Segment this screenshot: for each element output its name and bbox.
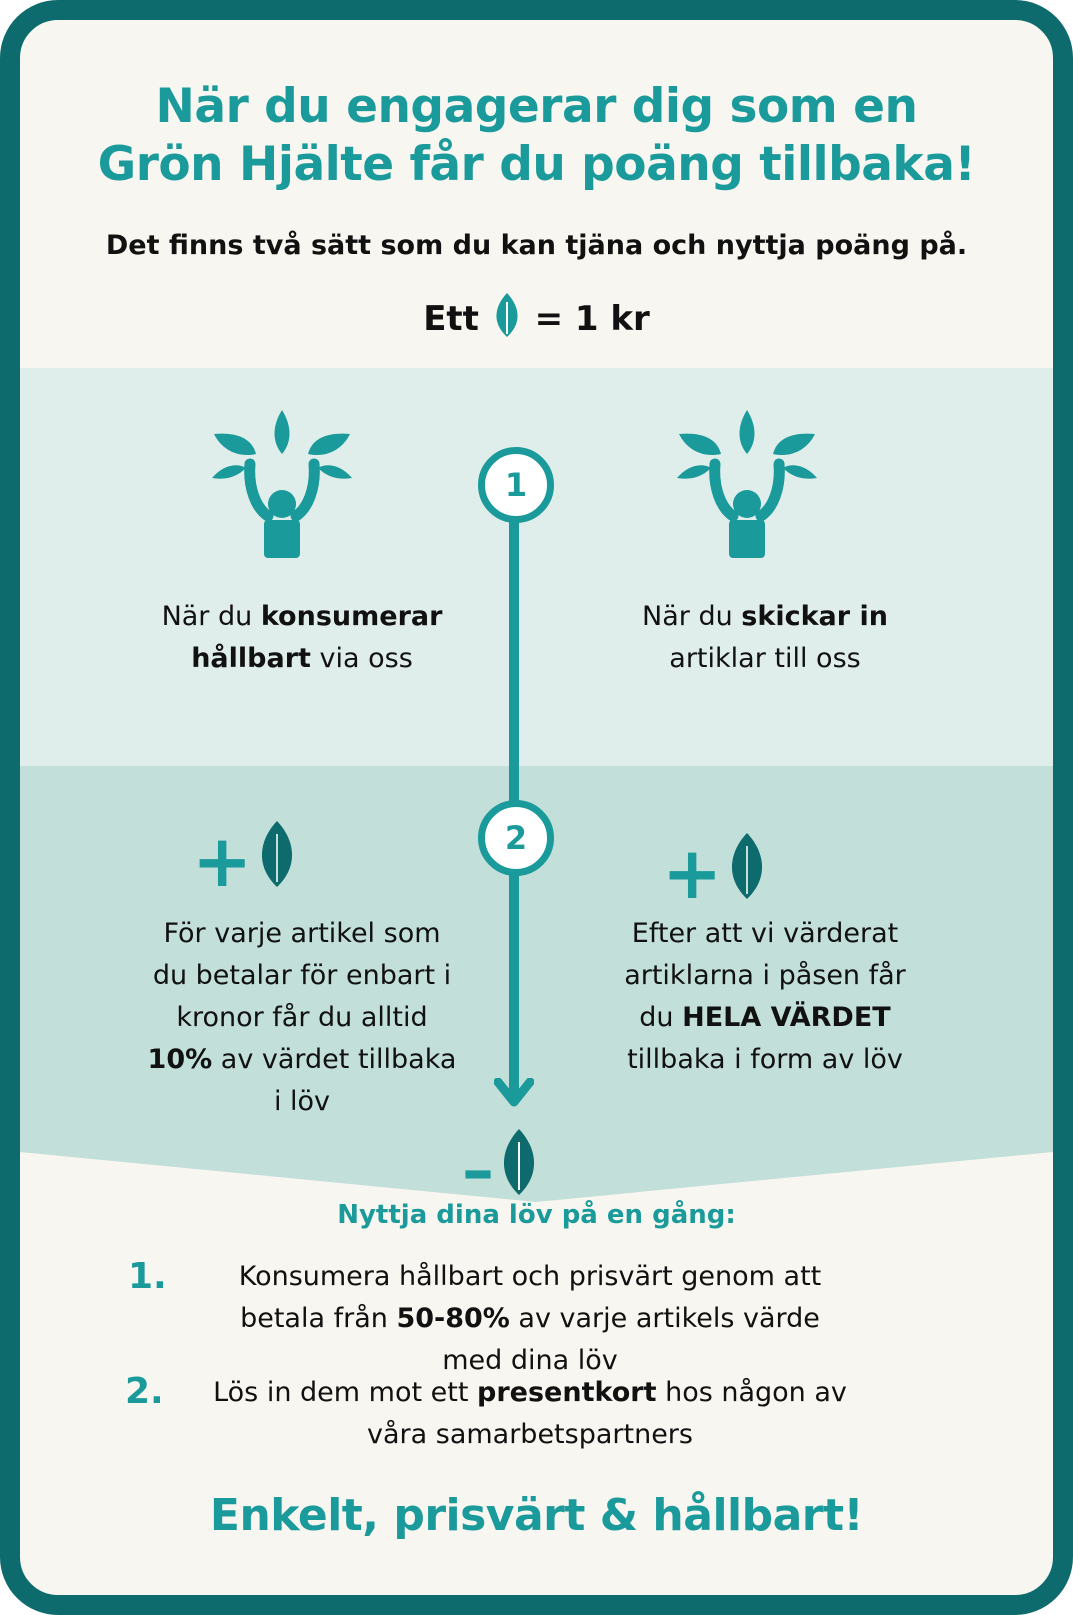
list-number: 2. (125, 1371, 164, 1412)
list-item-post: av varje artikels värde (509, 1303, 820, 1334)
reward-right-line: Efter att vi värderat (631, 918, 899, 949)
step-two-badge: 2 (478, 800, 554, 876)
earn-right-bold: skickar in (741, 601, 888, 632)
reward-left-line (102, 1039, 502, 1081)
minus-icon: – (462, 1134, 494, 1208)
reward-left-line-rest: av värdet tillbaka (212, 1044, 457, 1075)
plus-icon: + (662, 831, 723, 915)
list-item-pre: Lös in dem mot ett (213, 1377, 478, 1408)
reward-right-pre: du (639, 1002, 683, 1033)
use-heading: Nyttja dina löv på en gång: (337, 1200, 736, 1230)
list-item-line: med dina löv (442, 1345, 618, 1376)
list-item (170, 1256, 890, 1382)
leaf-icon (257, 820, 297, 888)
rate-suffix: = 1 kr (534, 299, 650, 339)
list-item-pre: betala från (240, 1303, 397, 1334)
earn-left-bold-1: konsumerar (260, 601, 443, 632)
reward-right-text (575, 913, 955, 1081)
reward-left-line: i löv (273, 1086, 331, 1117)
list-item-line (170, 1372, 890, 1414)
plus-leaf-right (662, 831, 767, 915)
subtitle: Det finns två sätt som du kan tjäna och nyttja poäng på. (105, 230, 968, 261)
earn-right-text (575, 596, 955, 680)
leaf-icon (493, 292, 521, 338)
reward-left-line: du betalar för enbart i (152, 960, 452, 991)
reward-left-text (102, 913, 502, 1123)
earn-right-pre: När du (642, 601, 742, 632)
rate-prefix: Ett (423, 299, 479, 339)
list-item-post: hos någon av (656, 1377, 847, 1408)
reward-right-bold: HELA VÄRDET (682, 1002, 891, 1033)
list-item-bold: presentkort (477, 1377, 657, 1408)
list-item-line: våra samarbetspartners (367, 1419, 693, 1450)
page-title (20, 78, 1053, 194)
green-hero-icon (677, 408, 817, 558)
earn-left-text (112, 596, 492, 680)
footer-slogan: Enkelt, prisvärt & hållbart! (209, 1490, 864, 1541)
title-line-1: När du engagerar dig som en (155, 79, 918, 134)
reward-left-line: För varje artikel som (163, 918, 441, 949)
title-line-2: Grön Hjälte får du poäng tillbaka! (97, 137, 976, 192)
reward-left-line: kronor får du alltid (176, 1002, 428, 1033)
plus-icon: + (192, 819, 253, 903)
reward-right-line: artiklarna i påsen får (624, 960, 906, 991)
green-hero-icon (212, 408, 352, 558)
minus-leaf (462, 1128, 539, 1208)
list-item-line: Konsumera hållbart och prisvärt genom att (238, 1261, 822, 1292)
list-number: 1. (128, 1256, 167, 1297)
list-item-bold: 50-80% (396, 1303, 510, 1334)
list-item (170, 1372, 890, 1456)
earn-right-post: artiklar till oss (669, 643, 861, 674)
leaf-icon (727, 832, 767, 900)
earn-left-post: via oss (310, 643, 413, 674)
list-item-line (170, 1298, 890, 1340)
step-one-badge: 1 (478, 447, 554, 523)
plus-leaf-left (192, 819, 297, 903)
rate-line (20, 292, 1053, 339)
earn-left-bold-2: hållbart (191, 643, 311, 674)
earn-left-pre: När du (161, 601, 261, 632)
reward-right-line: tillbaka i form av löv (627, 1044, 903, 1075)
leaf-icon (499, 1128, 539, 1196)
reward-left-bold: 10% (147, 1044, 213, 1075)
reward-right-line (575, 997, 955, 1039)
earn-section (20, 368, 1053, 766)
